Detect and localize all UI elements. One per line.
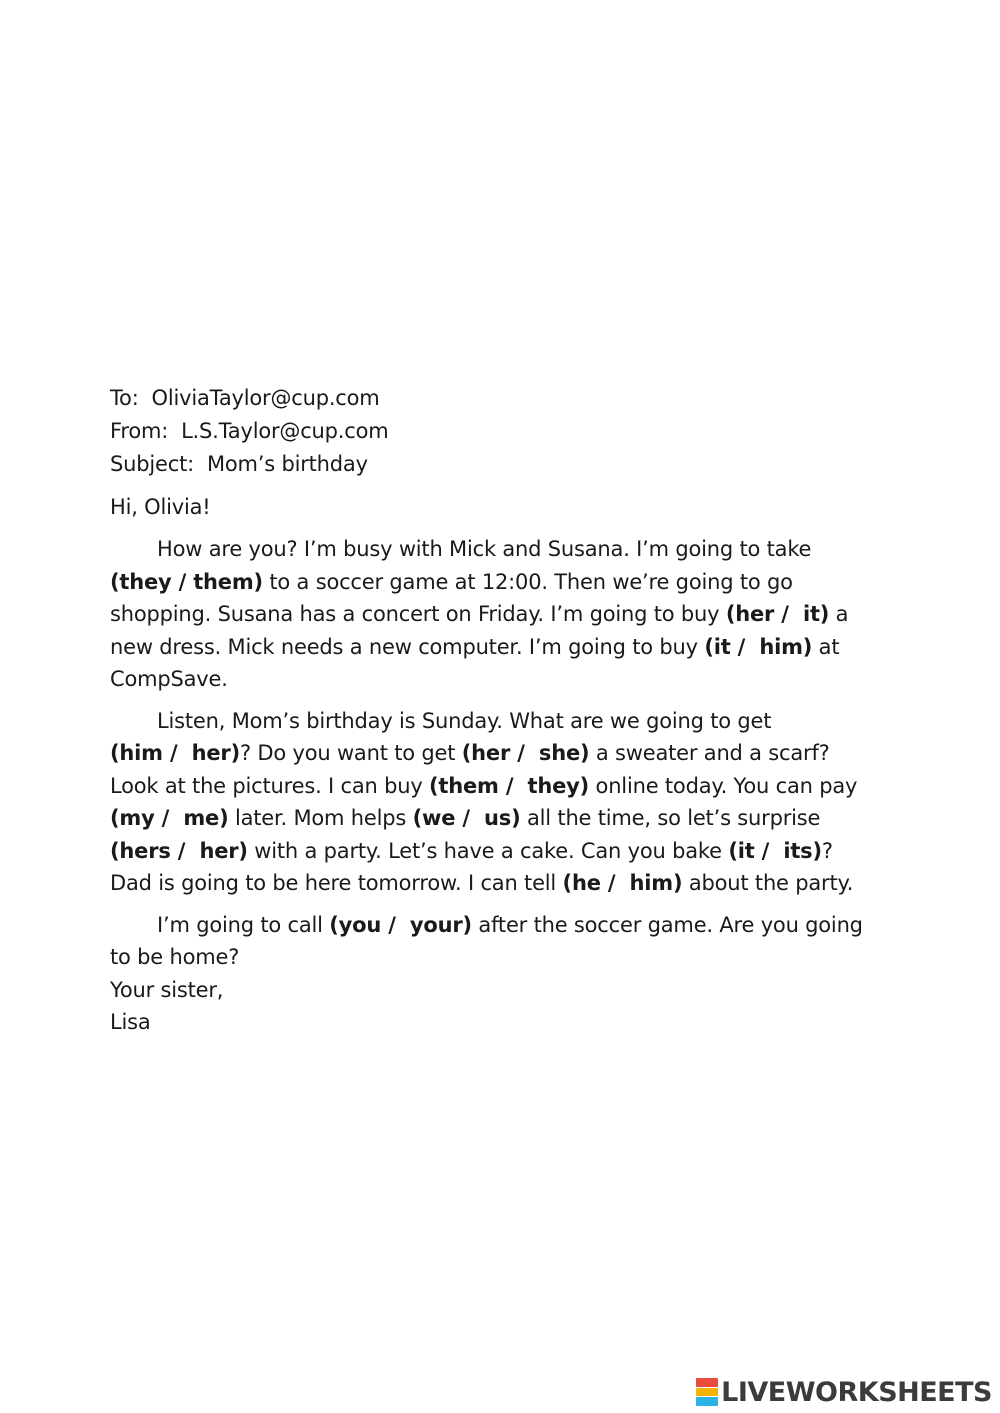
email-to-value: OliviaTaylor@cup.com	[151, 386, 380, 410]
p2-line-6-text: Dad is going to be here tomorrow. I can tell	[110, 871, 563, 895]
p3-line-1-text: I’m going to call	[157, 912, 330, 937]
pronoun-choice-we-us[interactable]: (we / us)	[412, 806, 521, 830]
p1-line-4-text: new dress. Mick needs a new computer. I’m going to buy	[110, 634, 705, 659]
p1-line-3-end: a	[829, 602, 849, 626]
email-subject-label: Subject:	[110, 452, 194, 476]
p2-line-5-text: with a party. Let’s have a cake. Can you bake	[247, 838, 729, 863]
p2-line-4-end: all the time, so let’s surprise	[520, 806, 821, 830]
logo-mark-bar	[696, 1378, 718, 1387]
logo-text: LIVEWORKSHEETS	[721, 1376, 992, 1408]
logo-mark-bar	[696, 1388, 718, 1397]
p2-line-3-text: Look at the pictures. I can buy	[110, 773, 430, 798]
liveworksheets-logo[interactable]	[696, 1377, 992, 1407]
pronoun-choice-hers-her[interactable]: (hers / her)	[110, 838, 248, 863]
email-to-label: To:	[110, 386, 139, 410]
p2-line-4-text: later. Mom helps	[228, 806, 413, 830]
pronoun-choice-him-her[interactable]: (him / her)	[110, 741, 240, 765]
signature-name: Lisa	[110, 1010, 151, 1034]
pronoun-choice-them-they[interactable]: (them / they)	[429, 773, 590, 798]
greeting: Hi, Olivia!	[110, 495, 211, 519]
p1-line-4-end: at	[812, 634, 840, 659]
email-letter	[110, 382, 910, 1039]
p1-line-1: How are you? I’m busy with Mick and Susana. I’m going to take	[157, 537, 812, 561]
signoff: Your sister,	[110, 977, 224, 1002]
logo-mark-bar	[696, 1397, 718, 1406]
p3-line-2-text: to be home?	[110, 945, 240, 969]
email-from-label: From:	[110, 419, 169, 443]
pronoun-choice-they-them[interactable]: (they / them)	[110, 569, 263, 594]
pronoun-choice-it-its[interactable]: (it / its)	[728, 838, 822, 863]
paragraph-3	[110, 909, 910, 974]
email-from-line	[110, 415, 910, 448]
p2-line-3-end: online today. You can pay	[589, 773, 858, 798]
p2-line-1: Listen, Mom’s birthday is Sunday. What are we going to get	[157, 708, 772, 733]
paragraph-1	[110, 533, 910, 696]
paragraph-2	[110, 705, 910, 900]
logo-mark-icon	[696, 1378, 718, 1406]
email-from-value: L.S.Taylor@cup.com	[181, 419, 389, 443]
pronoun-choice-my-me[interactable]: (my / me)	[110, 806, 229, 830]
email-to-line	[110, 382, 910, 415]
email-subject-line	[110, 448, 910, 481]
p2-line-5-end: ?	[821, 838, 833, 863]
p2-line-2-end: a sweater and a scarf?	[589, 741, 830, 765]
p2-line-6-end: about the party.	[682, 871, 854, 895]
p1-line-2-text: to a soccer game at 12:00. Then we’re going to go	[262, 569, 793, 594]
p3-line-1-end: after the soccer game. Are you going	[471, 912, 863, 937]
p1-line-5-text: CompSave.	[110, 667, 228, 691]
pronoun-choice-her-she[interactable]: (her / she)	[461, 741, 590, 765]
p1-line-3-text: shopping. Susana has a concert on Friday. I’m going to buy	[110, 602, 726, 626]
p2-line-2-text: ? Do you want to get	[239, 741, 462, 765]
pronoun-choice-her-it[interactable]: (her / it)	[725, 602, 830, 626]
email-subject-value: Mom’s birthday	[206, 452, 368, 476]
pronoun-choice-you-your[interactable]: (you / your)	[329, 912, 472, 937]
pronoun-choice-it-him[interactable]: (it / him)	[704, 634, 813, 659]
pronoun-choice-he-him[interactable]: (he / him)	[562, 871, 683, 895]
closing	[110, 974, 910, 1039]
